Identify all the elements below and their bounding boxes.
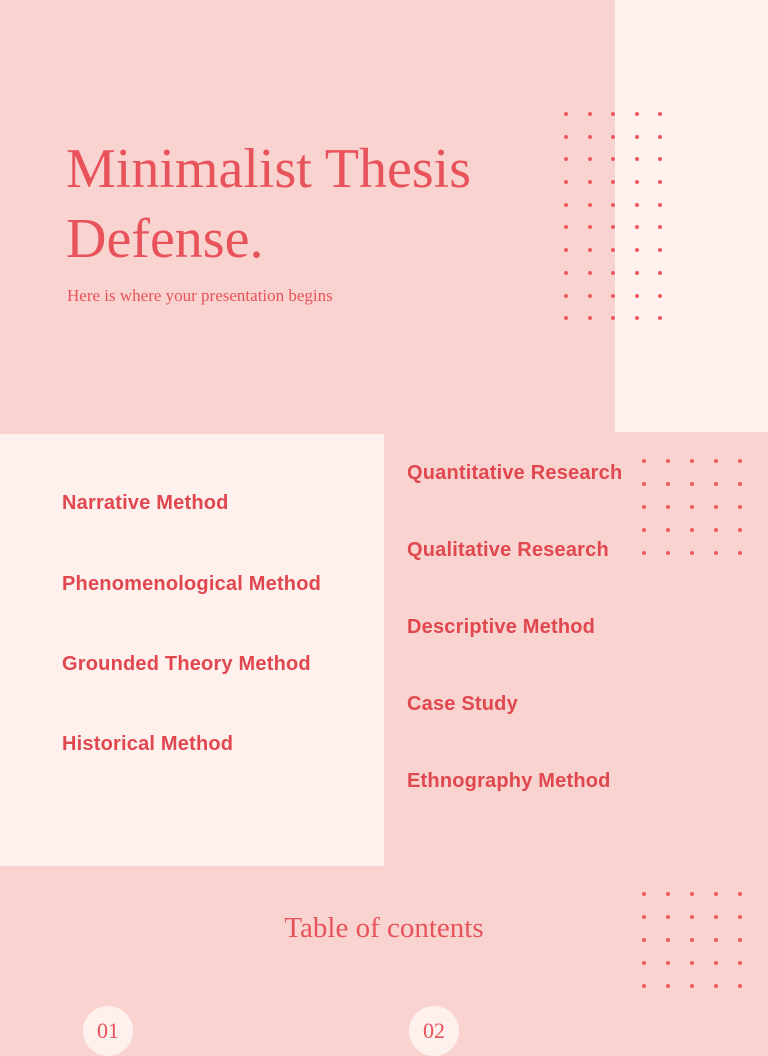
decorative-dot bbox=[611, 225, 615, 229]
method-qualitative: Qualitative Research bbox=[407, 539, 609, 561]
decorative-dot bbox=[564, 157, 568, 161]
decorative-dot bbox=[564, 180, 568, 184]
decorative-dot bbox=[658, 203, 662, 207]
method-phenomenological: Phenomenological Method bbox=[62, 573, 322, 595]
decorative-dot bbox=[666, 551, 670, 555]
decorative-dot bbox=[611, 203, 615, 207]
decorative-dot bbox=[611, 248, 615, 252]
decorative-dot bbox=[611, 294, 615, 298]
decorative-dot bbox=[738, 505, 742, 509]
decorative-dot bbox=[642, 528, 646, 532]
decorative-dot bbox=[588, 248, 592, 252]
toc-title: Table of contents bbox=[284, 912, 484, 944]
decorative-dot bbox=[738, 892, 742, 896]
decorative-dot bbox=[658, 180, 662, 184]
method-case-study: Case Study bbox=[407, 693, 518, 715]
decorative-dot bbox=[588, 225, 592, 229]
decorative-dot bbox=[666, 984, 670, 988]
method-descriptive: Descriptive Method bbox=[407, 616, 596, 638]
decorative-dot bbox=[658, 225, 662, 229]
decorative-dot bbox=[658, 316, 662, 320]
decorative-dot bbox=[635, 248, 639, 252]
decorative-dot bbox=[635, 271, 639, 275]
decorative-dot bbox=[611, 271, 615, 275]
decorative-dot bbox=[714, 961, 718, 965]
decorative-dot bbox=[588, 203, 592, 207]
decorative-dot bbox=[588, 294, 592, 298]
decorative-dot bbox=[738, 984, 742, 988]
decorative-dot bbox=[714, 505, 718, 509]
decorative-dot bbox=[714, 551, 718, 555]
decorative-dot bbox=[658, 112, 662, 116]
decorative-dot bbox=[690, 961, 694, 965]
decorative-dot bbox=[658, 157, 662, 161]
decorative-dot bbox=[666, 459, 670, 463]
decorative-dot bbox=[690, 528, 694, 532]
decorative-dot bbox=[690, 459, 694, 463]
decorative-dot bbox=[738, 961, 742, 965]
decorative-dot bbox=[658, 271, 662, 275]
decorative-dot bbox=[642, 984, 646, 988]
decorative-dot bbox=[642, 892, 646, 896]
decorative-dot bbox=[564, 225, 568, 229]
dot-grid-middle bbox=[642, 459, 742, 555]
decorative-dot bbox=[611, 316, 615, 320]
toc-number-circle: 02 bbox=[409, 1006, 459, 1056]
method-narrative: Narrative Method bbox=[62, 492, 229, 514]
dot-grid-top bbox=[564, 112, 662, 320]
decorative-dot bbox=[690, 892, 694, 896]
decorative-dot bbox=[564, 112, 568, 116]
decorative-dot bbox=[642, 551, 646, 555]
decorative-dot bbox=[588, 316, 592, 320]
decorative-dot bbox=[690, 984, 694, 988]
decorative-dot bbox=[666, 528, 670, 532]
decorative-dot bbox=[738, 459, 742, 463]
decorative-dot bbox=[658, 248, 662, 252]
decorative-dot bbox=[690, 505, 694, 509]
decorative-dot bbox=[611, 180, 615, 184]
slide-title: Minimalist Thesis Defense. bbox=[66, 138, 471, 270]
decorative-dot bbox=[611, 157, 615, 161]
decorative-dot bbox=[738, 551, 742, 555]
decorative-dot bbox=[588, 112, 592, 116]
decorative-dot bbox=[564, 271, 568, 275]
decorative-dot bbox=[635, 225, 639, 229]
decorative-dot bbox=[564, 248, 568, 252]
decorative-dot bbox=[635, 135, 639, 139]
decorative-dot bbox=[642, 482, 646, 486]
decorative-dot bbox=[738, 528, 742, 532]
decorative-dot bbox=[635, 294, 639, 298]
decorative-dot bbox=[611, 112, 615, 116]
decorative-dot bbox=[666, 482, 670, 486]
decorative-dot bbox=[690, 482, 694, 486]
decorative-dot bbox=[564, 294, 568, 298]
decorative-dot bbox=[588, 180, 592, 184]
decorative-dot bbox=[564, 135, 568, 139]
decorative-dot bbox=[588, 271, 592, 275]
decorative-dot bbox=[635, 180, 639, 184]
decorative-dot bbox=[658, 135, 662, 139]
decorative-dot bbox=[635, 203, 639, 207]
method-quantitative: Quantitative Research bbox=[407, 462, 623, 484]
decorative-dot bbox=[690, 551, 694, 555]
decorative-dot bbox=[635, 157, 639, 161]
decorative-dot bbox=[642, 961, 646, 965]
decorative-dot bbox=[666, 961, 670, 965]
method-ethnography: Ethnography Method bbox=[407, 770, 611, 792]
decorative-dot bbox=[564, 203, 568, 207]
toc-number-circle: 01 bbox=[83, 1006, 133, 1056]
method-grounded-theory: Grounded Theory Method bbox=[62, 653, 311, 675]
decorative-dot bbox=[714, 984, 718, 988]
decorative-dot bbox=[714, 892, 718, 896]
decorative-dot bbox=[714, 528, 718, 532]
decorative-dot bbox=[714, 482, 718, 486]
slide-subtitle: Here is where your presentation begins bbox=[67, 286, 333, 305]
decorative-dot bbox=[666, 505, 670, 509]
decorative-dot bbox=[564, 316, 568, 320]
decorative-dot bbox=[642, 459, 646, 463]
decorative-dot bbox=[714, 459, 718, 463]
decorative-dot bbox=[666, 892, 670, 896]
decorative-dot bbox=[611, 135, 615, 139]
decorative-dot bbox=[658, 294, 662, 298]
decorative-dot bbox=[635, 316, 639, 320]
method-historical: Historical Method bbox=[62, 733, 234, 755]
decorative-dot bbox=[738, 482, 742, 486]
decorative-dot bbox=[635, 112, 639, 116]
decorative-dot bbox=[588, 157, 592, 161]
decorative-dot bbox=[642, 505, 646, 509]
decorative-dot bbox=[588, 135, 592, 139]
